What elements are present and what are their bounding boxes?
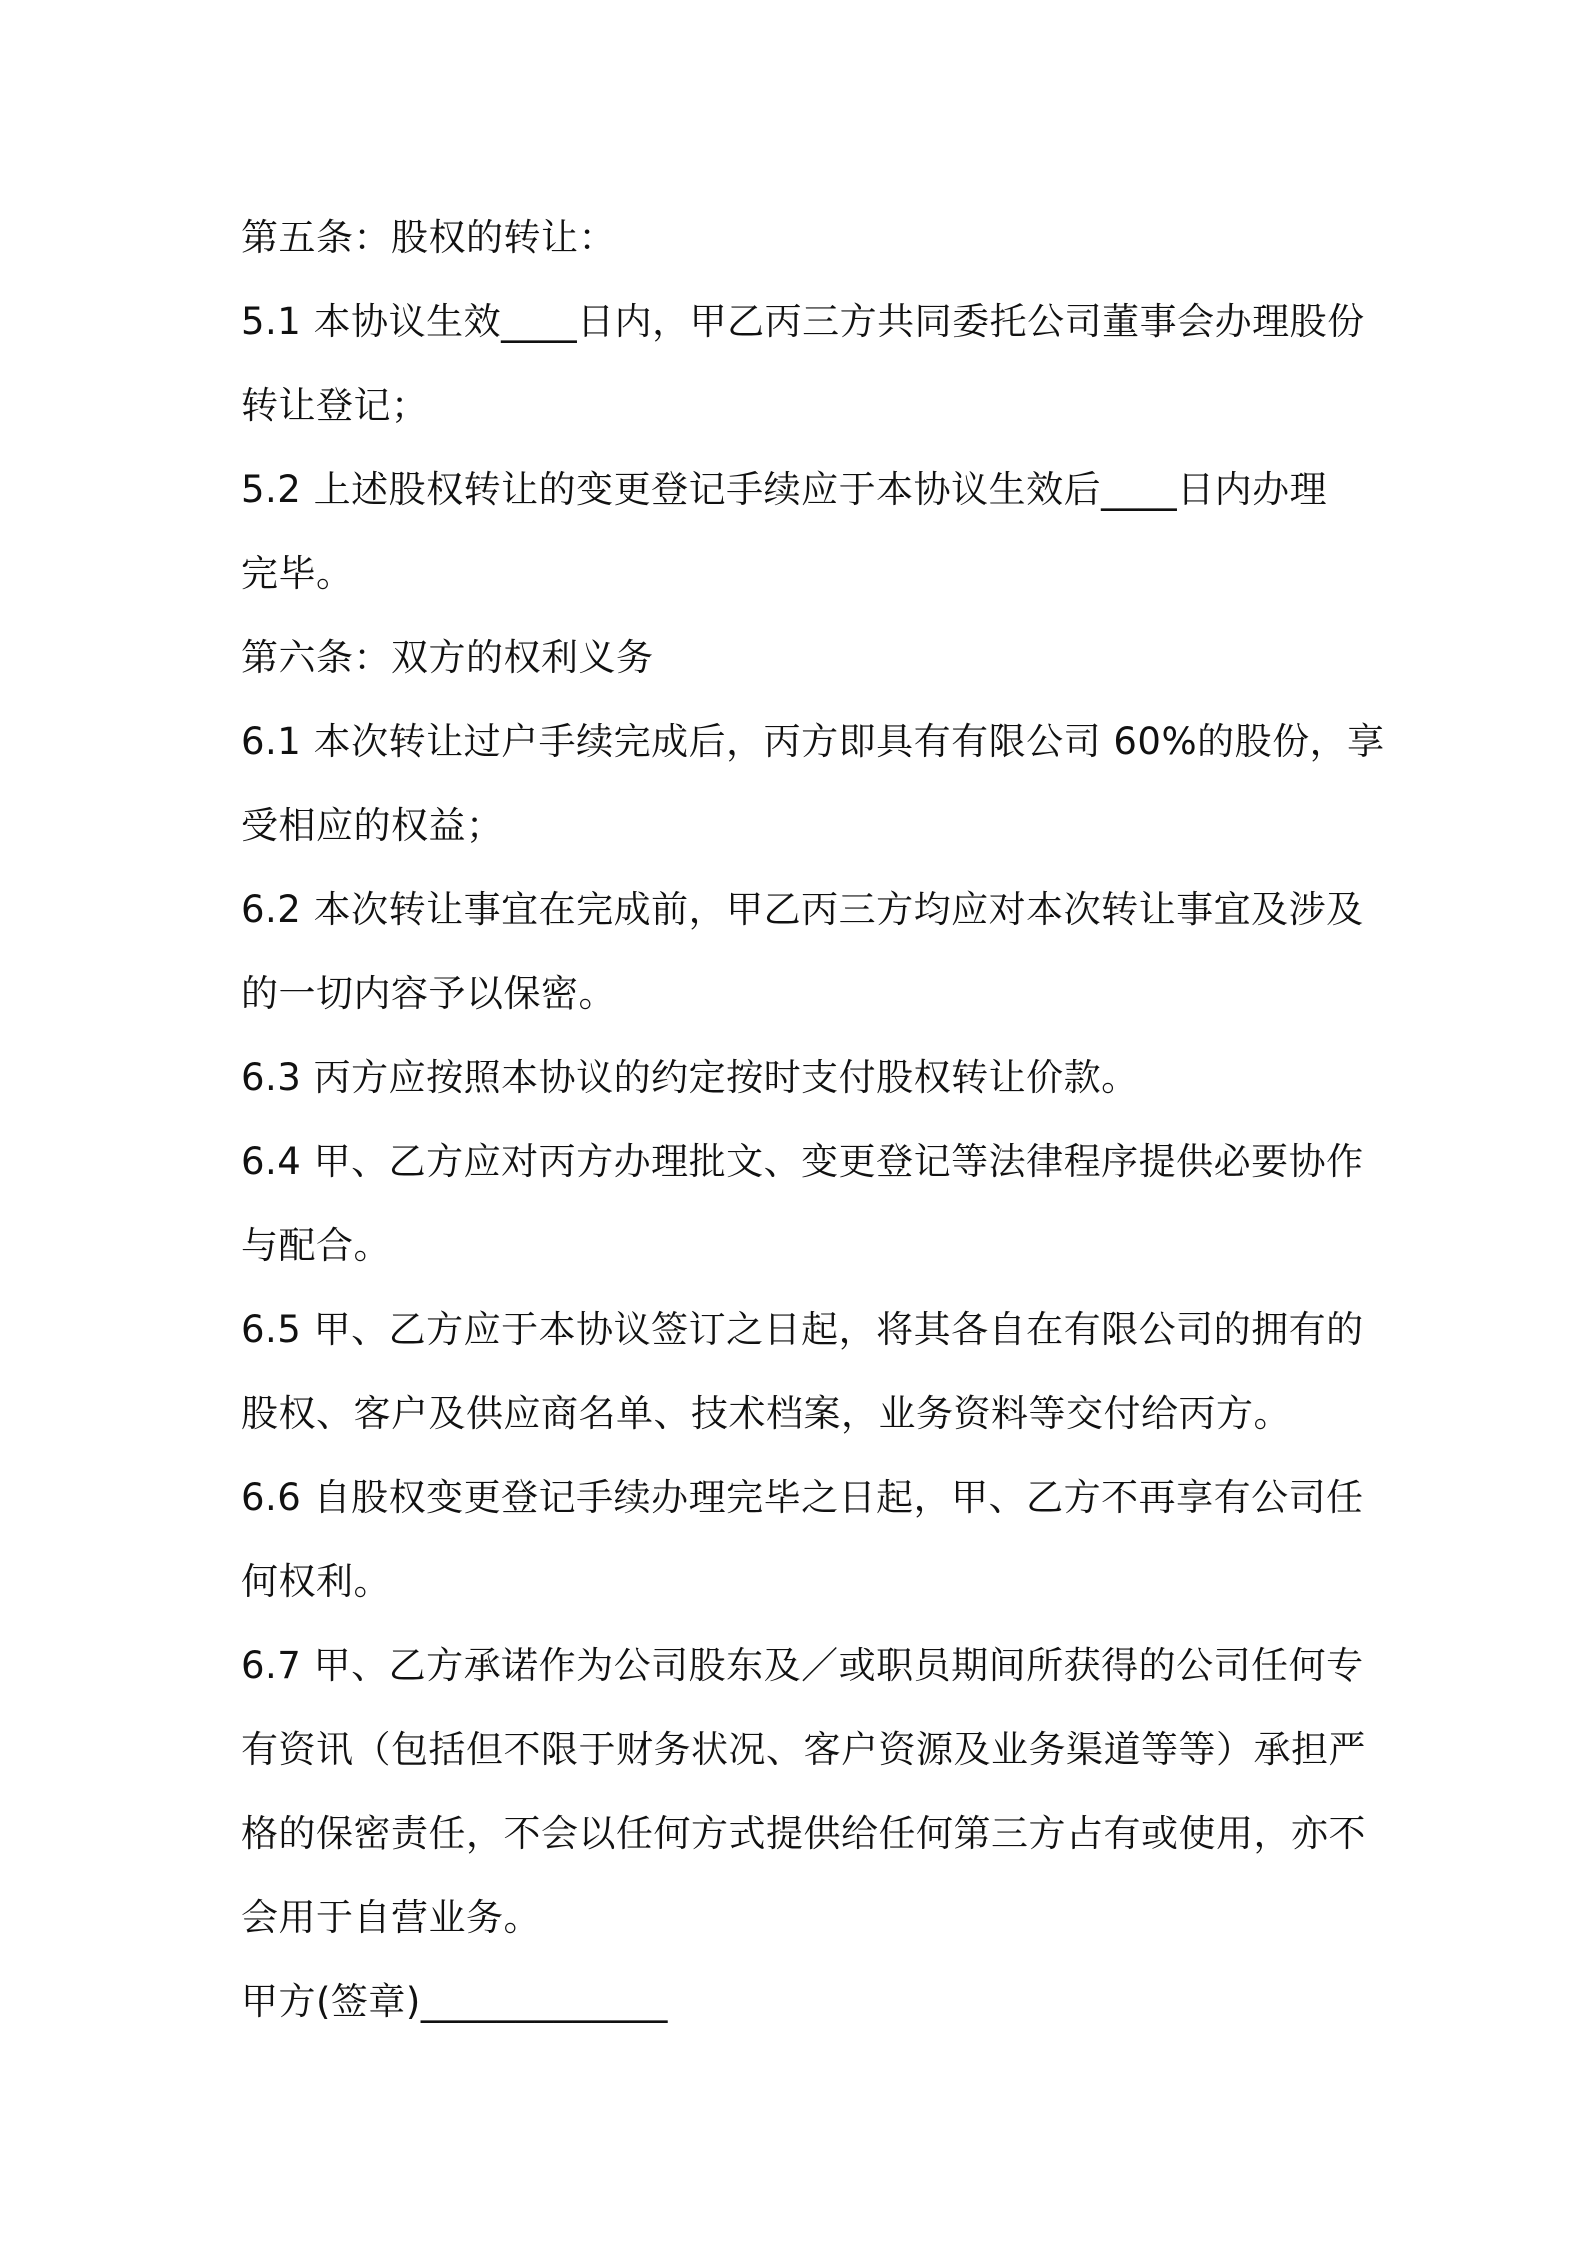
clause-6-2-line-2: 的一切内容予以保密。	[241, 972, 616, 1015]
clause-6-6-line-1: 6.6 自股权变更登记手续办理完毕之日起，甲、乙方不再享有公司任	[241, 1476, 1364, 1519]
document-body	[241, 196, 1385, 2044]
clause-5-1-line-2: 转让登记；	[241, 384, 429, 427]
party-a-signature-line: 甲方(签章)_____________	[241, 1980, 668, 2023]
clause-6-2-line-1: 6.2 本次转让事宜在完成前，甲乙丙三方均应对本次转让事宜及涉及	[241, 888, 1364, 931]
article-5-heading: 第五条：股权的转让：	[241, 216, 616, 259]
clause-5-1-line-1: 5.1 本协议生效____日内，甲乙丙三方共同委托公司董事会办理股份	[241, 300, 1365, 343]
clause-6-1-line-2: 受相应的权益；	[241, 804, 504, 847]
clause-6-7-line-3: 格的保密责任，不会以任何方式提供给任何第三方占有或使用，亦不	[241, 1812, 1366, 1855]
clause-6-6-line-2: 何权利。	[241, 1560, 391, 1603]
clause-6-5-line-1: 6.5 甲、乙方应于本协议签订之日起，将其各自在有限公司的拥有的	[241, 1308, 1364, 1351]
clause-6-3-line-1: 6.3 丙方应按照本协议的约定按时支付股权转让价款。	[241, 1056, 1139, 1099]
clause-6-7-line-2: 有资讯（包括但不限于财务状况、客户资源及业务渠道等等）承担严	[241, 1728, 1366, 1771]
clause-6-5-line-2: 股权、客户及供应商名单、技术档案，业务资料等交付给丙方。	[241, 1392, 1291, 1435]
clause-6-7-line-4: 会用于自营业务。	[241, 1896, 541, 1939]
clause-6-1-line-1: 6.1 本次转让过户手续完成后，丙方即具有有限公司 60%的股份，享	[241, 720, 1385, 763]
clause-6-4-line-2: 与配合。	[241, 1224, 391, 1267]
clause-5-2-line-1: 5.2 上述股权转让的变更登记手续应于本协议生效后____日内办理	[241, 468, 1328, 511]
clause-6-7-line-1: 6.7 甲、乙方承诺作为公司股东及／或职员期间所获得的公司任何专	[241, 1644, 1364, 1687]
clause-6-4-line-1: 6.4 甲、乙方应对丙方办理批文、变更登记等法律程序提供必要协作	[241, 1140, 1364, 1183]
clause-5-2-line-2: 完毕。	[241, 552, 354, 595]
article-6-heading: 第六条：双方的权利义务	[241, 636, 654, 679]
